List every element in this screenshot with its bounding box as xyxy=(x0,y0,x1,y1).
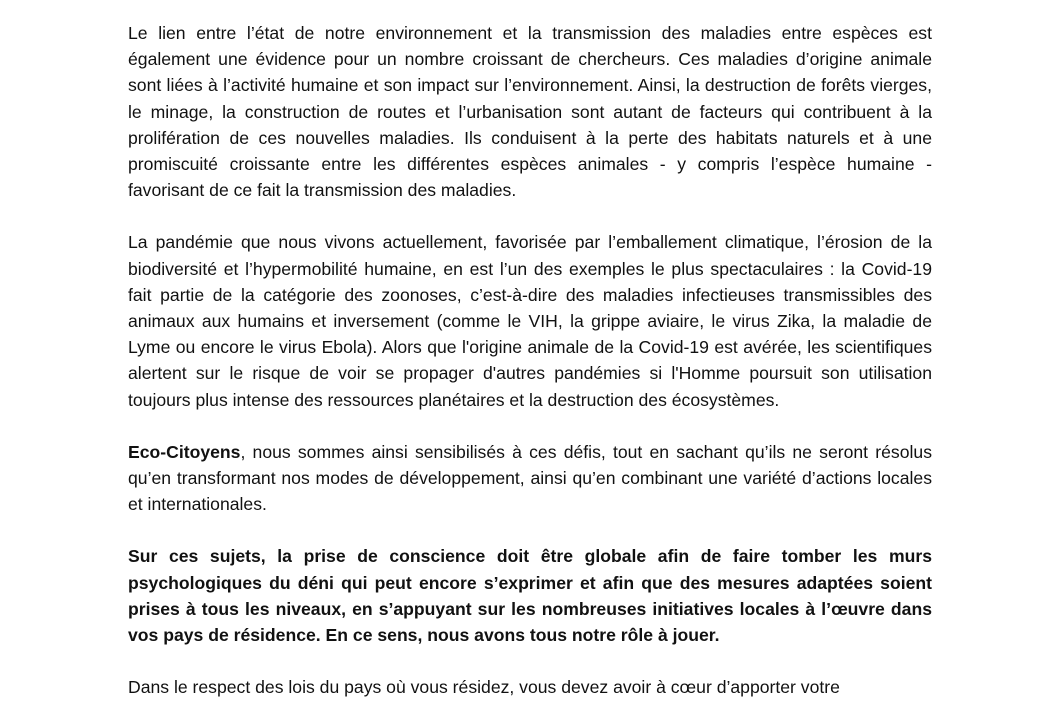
paragraph-environment-link: Le lien entre l’état de notre environnement et la transmission des maladies entre espèces est également une évidence pour un nombre croissant de chercheurs. Ces maladies d’origine animale sont liées à l’activité humaine et son impact sur l’environnement. Ainsi, la destruction de forêts vierges, le minage, la construction de routes et l’urbanisation sont autant de facteurs qui contribuent à la prolifération de ces nouvelles maladies. Ils conduisent à la perte des habitats naturels et à une promiscuité croissante entre les différentes espèces animales - y compris l’espèce humaine - favorisant de ce fait la transmission des maladies. xyxy=(128,23,932,201)
eco-citizens-text: , nous sommes ainsi sensibilisés à ces défis, tout en sachant qu’ils ne seront résolus qu’en transformant nos modes de développement, ainsi qu’en combinant une variété d’actions locales et internationales. xyxy=(128,441,932,515)
paragraph-eco-citizens xyxy=(128,439,932,518)
paragraph-respect-laws: Dans le respect des lois du pays où vous résidez, vous devez avoir à cœur d’apporter votre xyxy=(128,677,840,698)
paragraph-global-awareness: Sur ces sujets, la prise de conscience doit être globale afin de faire tomber les murs psychologiques du déni qui peut encore s’exprimer et afin que des mesures adaptées soient prises à tous les niveaux, en s’appuyant sur les nombreuses initiatives locales à l’œuvre dans vos pays de résidence. En ce sens, nous avons tous notre rôle à jouer. xyxy=(128,546,932,646)
paragraph-pandemic: La pandémie que nous vivons actuellement, favorisée par l’emballement climatique, l’érosion de la biodiversité et l’hypermobilité humaine, en est l’un des exemples le plus spectaculaires : la Covid-19 fait partie de la catégorie des zoonoses, c’est-à-dire des maladies infectieuses transmissibles des animaux aux humains et inversement (comme le VIH, la grippe aviaire, le virus Zika, la maladie de Lyme ou encore le virus Ebola). Alors que l'origine animale de la Covid-19 est avérée, les scientifiques alertent sur le risque de voir se propager d'autres pandémies si l'Homme poursuit son utilisation toujours plus intense des ressources planétaires et la destruction des écosystèmes. xyxy=(128,232,932,410)
eco-citizens-term: Eco-Citoyens xyxy=(128,441,241,462)
document-body xyxy=(128,20,932,700)
